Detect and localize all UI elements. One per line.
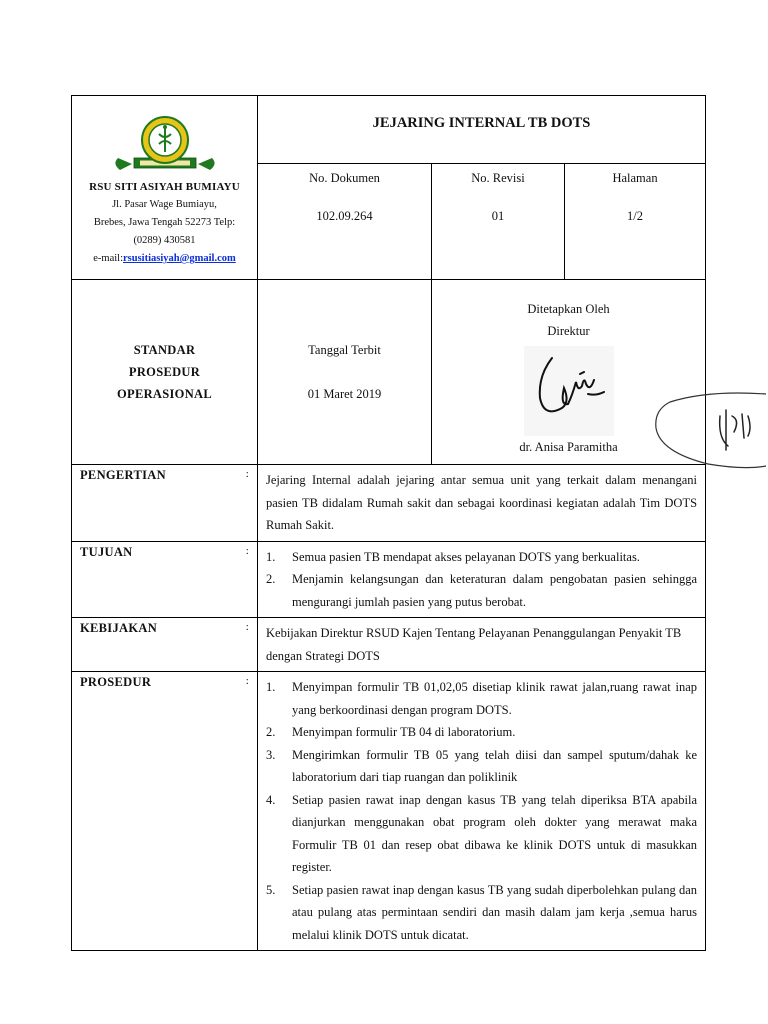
page-label: Halaman (612, 171, 658, 185)
doc-number-value: 102.09.264 (316, 209, 373, 223)
list-item: 2. Menyimpan formulir TB 04 di laboratorium. (266, 725, 516, 739)
list-item-text: Menjamin kelangsungan dan keteraturan dalam pengobatan pasien sehingga mengurangi jumlah pasien yang putus berobat. (292, 572, 698, 609)
hospital-name: RSU SITI ASIYAH BUMIAYU (89, 181, 240, 193)
list-item-text: Setiap pasien rawat inap dengan kasus TB yang telah diperiksa BTA apabila dianjurkan menggunakan obat program oleh dokter yang merawat maka Formulir TB 01 dan resep obat dibawa ke klinik DOTS untuk di masukkan register. (292, 792, 698, 874)
list-item: 4. Setiap pasien rawat inap dengan kasus TB yang telah diperiksa BTA apabila dianjurkan menggunakan obat program oleh dokter yang merawat maka Formulir TB 01 dan resep obat dibawa ke klinik DOTS untuk di masukkan register. (266, 792, 698, 874)
section-pengertian-title: PENGERTIAN (72, 465, 238, 542)
list-item: 2. Menjamin kelangsungan dan keteraturan dalam pengobatan pasien sehingga mengurangi jumlah pasien yang putus berobat. (266, 572, 698, 609)
document-title: JEJARING INTERNAL TB DOTS (258, 96, 706, 164)
sop-document (71, 95, 705, 951)
doc-number-label: No. Dokumen (309, 171, 380, 185)
hospital-logo-icon (110, 114, 220, 174)
section-pengertian-colon: : (238, 465, 258, 542)
section-tujuan-title: TUJUAN (72, 541, 238, 618)
stamp-signature-image (648, 376, 768, 476)
revision-value: 01 (491, 209, 505, 223)
hospital-identity (72, 96, 258, 280)
list-item: 1. Semua pasien TB mendapat akses pelayanan DOTS yang berkualitas. (266, 549, 640, 564)
section-prosedur-colon: : (238, 672, 258, 951)
sop-table (71, 95, 706, 951)
section-prosedur-title: PROSEDUR (72, 672, 238, 951)
sop-label-line-2: PROSEDUR (128, 365, 201, 379)
hospital-address-line-2: Brebes, Jawa Tengah 52273 Telp: (93, 217, 236, 228)
list-item-text: Menyimpan formulir TB 01,02,05 disetiap klinik rawat jalan,ruang rawat inap yang berkoordinasi dengan program DOTS. (292, 680, 698, 717)
prosedur-list (266, 676, 697, 946)
list-item-text: Menyimpan formulir TB 04 di laboratorium. (292, 725, 516, 739)
sop-label-line-1: STANDAR (133, 343, 196, 357)
section-kebijakan-title: KEBIJAKAN (72, 618, 238, 672)
doc-number-cell (258, 164, 432, 280)
page-value: 1/2 (627, 209, 643, 223)
tujuan-list (266, 546, 697, 614)
email-link[interactable]: rsusitiasiyah@gmail.com (123, 253, 236, 264)
issue-date-value: 01 Maret 2019 (307, 387, 382, 401)
hospital-email-line (72, 250, 257, 268)
section-kebijakan-text: Kebijakan Direktur RSUD Kajen Tentang Pelayanan Penanggulangan Penyakit TB dengan Strategi DOTS (258, 618, 706, 672)
section-kebijakan-colon: : (238, 618, 258, 672)
list-item: 1. Menyimpan formulir TB 01,02,05 disetiap klinik rawat jalan,ruang rawat inap yang berkoordinasi dengan program DOTS. (266, 680, 698, 717)
hospital-phone: (0289) 430581 (133, 235, 196, 246)
revision-label: No. Revisi (471, 171, 525, 185)
approver-title: Direktur (547, 324, 590, 338)
issue-date-cell (258, 280, 432, 465)
section-tujuan-colon: : (238, 541, 258, 618)
section-pengertian-text: Jejaring Internal adalah jejaring antar semua unit yang terkait dalam menangani pasien TB didalam Rumah sakit dan sebagai koordinasi kegiatan adalah Tim DOTS Rumah Sakit. (258, 465, 706, 542)
signature-image (524, 346, 614, 436)
revision-cell (432, 164, 565, 280)
page-cell (565, 164, 706, 280)
approved-by-label: Ditetapkan Oleh (527, 302, 610, 316)
list-item-text: Semua pasien TB mendapat akses pelayanan DOTS yang berkualitas. (292, 549, 640, 564)
issue-date-label: Tanggal Terbit (308, 343, 381, 357)
sop-label-line-3: OPERASIONAL (117, 387, 212, 401)
director-name: dr. Anisa Paramitha (519, 440, 618, 454)
sop-label (72, 280, 258, 465)
list-item: 5. Setiap pasien rawat inap dengan kasus TB yang sudah diperbolehkan pulang dan atau pulang atas permintaan sendiri dan masih dalam jam kerja ,semua harus melalui klinik DOTS untuk dicatat. (266, 882, 698, 942)
section-tujuan-body (258, 541, 706, 618)
list-item: 3. Mengirimkan formulir TB 05 yang telah diisi dan sampel sputum/dahak ke laboratorium dari tiap ruangan dan poliklinik (266, 747, 698, 784)
hospital-address-line-1: Jl. Pasar Wage Bumiayu, (112, 199, 217, 210)
list-item-text: Mengirimkan formulir TB 05 yang telah diisi dan sampel sputum/dahak ke laboratorium dari tiap ruangan dan poliklinik (292, 747, 698, 784)
list-item-text: Setiap pasien rawat inap dengan kasus TB yang sudah diperbolehkan pulang dan atau pulang atas permintaan sendiri dan masih dalam jam kerja ,semua harus melalui klinik DOTS untuk dicatat. (292, 882, 698, 942)
email-label: e-mail: (93, 253, 123, 264)
section-prosedur-body (258, 672, 706, 951)
